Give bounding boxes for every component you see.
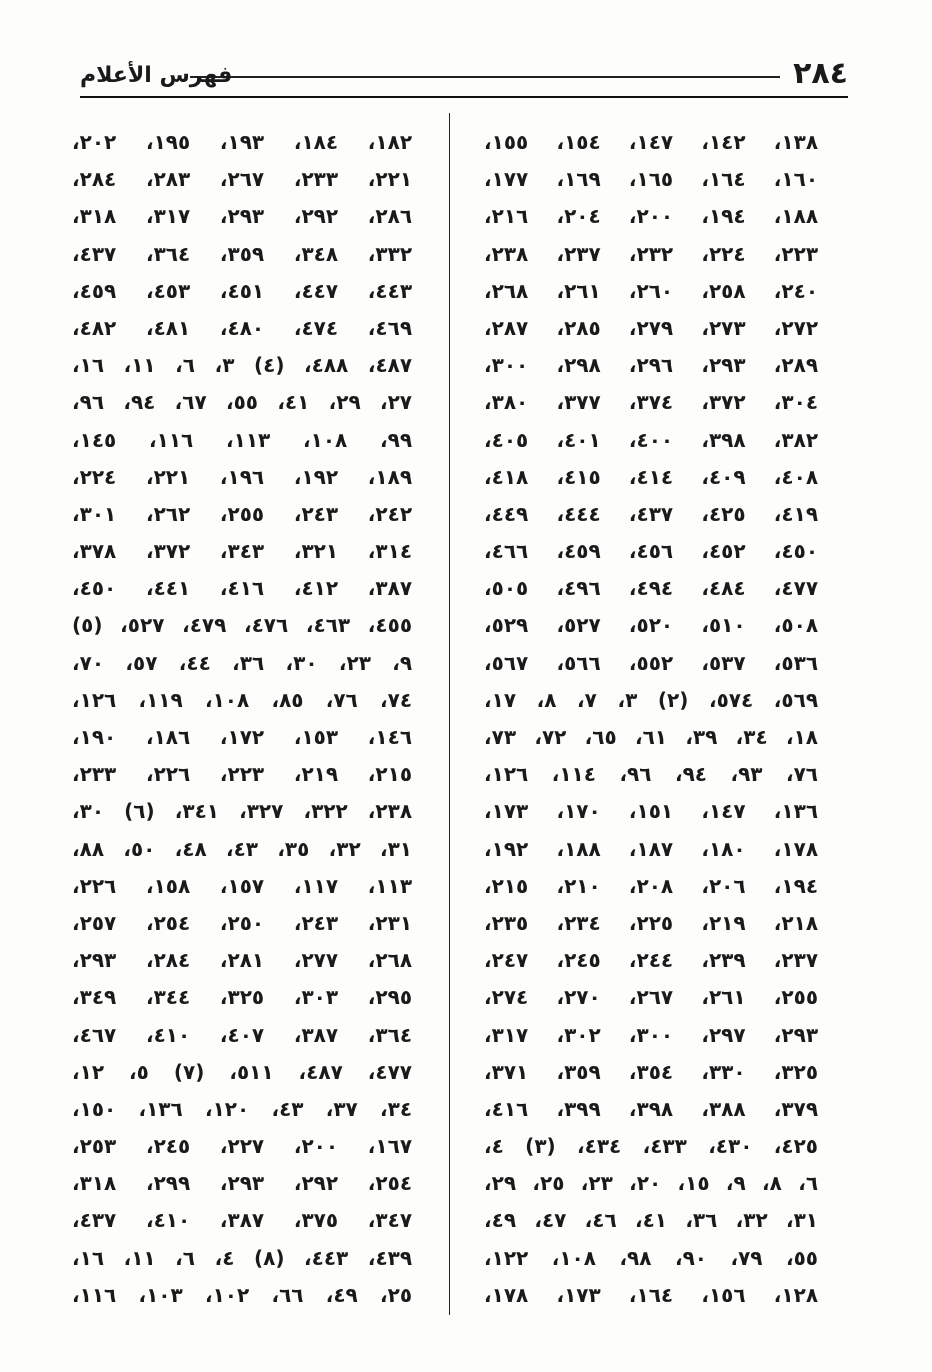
index-line: ٢١٥، ٢١٩، ٢٢٣، ٢٢٦، ٢٣٣، (72, 762, 412, 787)
index-line: ٥٥، ٧٩، ٩٠، ٩٨، ١٠٨، ١٢٢، (484, 1245, 818, 1270)
index-line: ٧٤، ٧٦، ٨٥، ١٠٨، ١١٩، ١٢٦، (72, 687, 412, 712)
running-title: فهرس الأعلام (80, 63, 233, 88)
index-line: ٢٣٨، ٣٢٢، ٣٢٧، ٣٤١، (٦) ٣٠، (72, 799, 412, 824)
index-line: ٤١٩، ٤٢٥، ٤٣٧، ٤٤٤، ٤٤٩، (484, 501, 818, 526)
index-line: ٢٧، ٢٩، ٤١، ٥٥، ٦٧، ٩٤، ٩٦، (72, 390, 412, 415)
index-line: ٣٤٧، ٣٧٥، ٣٨٧، ٤١٠، ٤٣٧، (72, 1208, 412, 1233)
index-line: ٤٧٧، ٤٨٤، ٤٩٤، ٤٩٦، ٥٠٥، (484, 576, 818, 601)
index-line: ٢٨٦، ٢٩٢، ٢٩٣، ٣١٧، ٣١٨، (72, 204, 412, 229)
index-line: ١٨٩، ١٩٢، ١٩٦، ٢٢١، ٢٢٤، (72, 464, 412, 489)
index-line: ٤٦٩، ٤٧٤، ٤٨٠، ٤٨١، ٤٨٢، (72, 315, 412, 340)
page-number: ٢٨٤ (793, 56, 848, 91)
index-line: ٢٢١، ٢٣٣، ٢٦٧، ٢٨٣، ٢٨٤، (72, 167, 412, 192)
index-line: ٣٤، ٣٧، ٤٣، ١٢٠، ١٣٦، ١٥٠، (72, 1096, 412, 1121)
index-line: ٢٨٩، ٢٩٣، ٢٩٦، ٢٩٨، ٣٠٠، (484, 353, 818, 378)
index-line: ٢٦٨، ٢٧٧، ٢٨١، ٢٨٤، ٢٩٣، (72, 948, 412, 973)
index-line: ٦، ٨، ٩، ١٥، ٢٠، ٢٣، ٢٥، ٢٩، (484, 1171, 818, 1196)
index-line: ١٩٤، ٢٠٦، ٢٠٨، ٢١٠، ٢١٥، (484, 873, 818, 898)
index-line: ٣١، ٣٢، ٣٦، ٤١، ٤٦، ٤٧، ٤٩، (484, 1208, 818, 1233)
index-line: ٢١٨، ٢١٩، ٢٢٥، ٢٣٤، ٢٣٥، (484, 910, 818, 935)
index-line: ٢٥٤، ٢٩٢، ٢٩٣، ٢٩٩، ٣١٨، (72, 1171, 412, 1196)
index-line: ٣١٤، ٣٢١، ٣٤٣، ٣٧٢، ٣٧٨، (72, 539, 412, 564)
index-line: ٢٣١، ٢٤٣، ٢٥٠، ٢٥٤، ٢٥٧، (72, 910, 412, 935)
index-line: ٢٤٠، ٢٥٨، ٢٦٠، ٢٦١، ٢٦٨، (484, 278, 818, 303)
index-line: ٣٠٤، ٣٧٢، ٣٧٤، ٣٧٧، ٣٨٠، (484, 390, 818, 415)
index-line: ٥٣٦، ٥٣٧، ٥٥٢، ٥٦٦، ٥٦٧، (484, 650, 818, 675)
index-line: ١٨٨، ١٩٤، ٢٠٠، ٢٠٤، ٢١٦، (484, 204, 818, 229)
index-line: ٧٦، ٩٣، ٩٤، ٩٦، ١١٤، ١٢٦، (484, 762, 818, 787)
index-line: ٥٦٩، ٥٧٤، (٢) ٣، ٧، ٨، ١٧، (484, 687, 818, 712)
index-line: ٩، ٢٣، ٣٠، ٣٦، ٤٤، ٥٧، ٧٠، (72, 650, 412, 675)
index-line: ١٧٨، ١٨٠، ١٨٧، ١٨٨، ١٩٢، (484, 836, 818, 861)
index-line: ٣٨٧، ٤١٢، ٤١٦، ٤٤١، ٤٥٠، (72, 576, 412, 601)
index-line: ١٦٧، ٢٠٠، ٢٢٧، ٢٤٥، ٢٥٣، (72, 1134, 412, 1159)
index-line: ٤٥٥، ٤٦٣، ٤٧٦، ٤٧٩، ٥٢٧، (٥) (72, 613, 412, 638)
index-line: ٤٧٧، ٤٨٧، ٥١١، (٧) ٥، ١٢، (72, 1059, 412, 1084)
index-line: ٢٥، ٤٩، ٦٦، ١٠٢، ١٠٣، ١١٦، (72, 1282, 412, 1307)
index-line: ٩٩، ١٠٨، ١١٣، ١١٦، ١٤٥، (72, 427, 412, 452)
index-line: ١٤٦، ١٥٣، ١٧٢، ١٨٦، ١٩٠، (72, 725, 412, 749)
index-line: ٢٤٢، ٢٤٣، ٢٥٥، ٢٦٢، ٣٠١، (72, 501, 412, 526)
index-line: ٢٥٥، ٢٦١، ٢٦٧، ٢٧٠، ٢٧٤، (484, 985, 818, 1010)
index-column-right (484, 124, 818, 1324)
page-header (80, 56, 848, 98)
index-line: ١١٣، ١١٧، ١٥٧، ١٥٨، ٢٢٦، (72, 873, 412, 898)
index-line: ٤٥٠، ٤٥٢، ٤٥٦، ٤٥٩، ٤٦٦، (484, 539, 818, 564)
index-line: ٢٧٢، ٢٧٣، ٢٧٩، ٢٨٥، ٢٨٧، (484, 315, 818, 340)
index-line: ١٨، ٣٤، ٣٩، ٦١، ٦٥، ٧٢، ٧٣، (484, 725, 818, 749)
index-line: ١٨٢، ١٨٤، ١٩٣، ١٩٥، ٢٠٢، (72, 130, 412, 154)
index-line: ٢٩٥، ٣٠٣، ٣٢٥، ٣٤٤، ٣٤٩، (72, 985, 412, 1010)
index-line: ٣٣٢، ٣٤٨، ٣٥٩، ٣٦٤، ٤٣٧، (72, 241, 412, 266)
index-line: ٣١، ٣٢، ٣٥، ٤٣، ٤٨، ٥٠، ٨٨، (72, 836, 412, 861)
index-line: ١٦٠، ١٦٤، ١٦٥، ١٦٩، ١٧٧، (484, 167, 818, 192)
index-line: ٤٠٨، ٤٠٩، ٤١٤، ٤١٥، ٤١٨، (484, 464, 818, 489)
index-line: ٣٦٤، ٣٨٧، ٤٠٧، ٤١٠، ٤٦٧، (72, 1022, 412, 1047)
index-column-left (72, 124, 412, 1324)
index-line: ٣٢٥، ٣٣٠، ٣٥٤، ٣٥٩، ٣٧١، (484, 1059, 818, 1084)
index-line: ٢٩٣، ٢٩٧، ٣٠٠، ٣٠٢، ٣١٧، (484, 1022, 818, 1047)
index-line: ١٢٨، ١٥٦، ١٦٤، ١٧٣، ١٧٨، (484, 1282, 818, 1307)
index-line: ٤٢٥، ٤٣٠، ٤٣٣، ٤٣٤، (٣) ٤، (484, 1134, 818, 1159)
header-dash-line (190, 76, 780, 78)
index-line: ٤٤٣، ٤٤٧، ٤٥١، ٤٥٣، ٤٥٩، (72, 278, 412, 303)
index-line: ٥٠٨، ٥١٠، ٥٢٠، ٥٢٧، ٥٢٩، (484, 613, 818, 638)
index-line: ١٣٨، ١٤٢، ١٤٧، ١٥٤، ١٥٥، (484, 130, 818, 154)
column-divider (449, 113, 450, 1315)
index-line: ٣٧٩، ٣٨٨، ٣٩٨، ٣٩٩، ٤١٦، (484, 1096, 818, 1121)
index-line: ٢٢٣، ٢٢٤، ٢٣٢، ٢٣٧، ٢٣٨، (484, 241, 818, 266)
index-line: ٢٣٧، ٢٣٩، ٢٤٤، ٢٤٥، ٢٤٧، (484, 948, 818, 973)
header-rule (80, 96, 848, 98)
index-line: ٣٨٢، ٣٩٨، ٤٠٠، ٤٠١، ٤٠٥، (484, 427, 818, 452)
index-line: ٤٨٧، ٤٨٨، (٤) ٣، ٦، ١١، ١٦، (72, 353, 412, 378)
index-line: ٤٣٩، ٤٤٣، (٨) ٤، ٦، ١١، ١٦، (72, 1245, 412, 1270)
index-line: ١٣٦، ١٤٧، ١٥١، ١٧٠، ١٧٣، (484, 799, 818, 824)
